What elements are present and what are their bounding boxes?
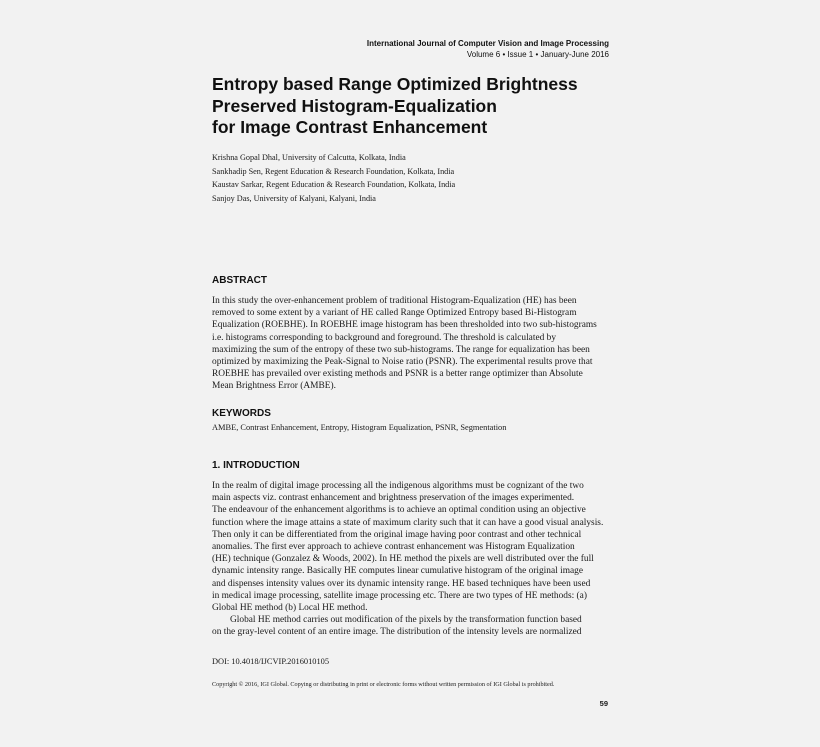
text-line: removed to some extent by a variant of HE called Range Optimized Entropy based Bi-Histogram xyxy=(212,308,577,319)
author: Sanjoy Das, University of Kalyani, Kalyani, India xyxy=(212,193,376,203)
text-line: function where the image attains a state of maximum clarity such that it can have a good visual analysis. xyxy=(212,517,604,528)
text-line: anomalies. The first ever approach to achieve contrast enhancement was Histogram Equalization xyxy=(212,542,575,553)
abstract-heading: ABSTRACT xyxy=(212,275,267,286)
text-line: (HE) technique (Gonzalez & Woods, 2002). In HE method the pixels are well distributed over the full xyxy=(212,554,594,565)
text-line: In the realm of digital image processing all the indigenous algorithms must be cognizant of the two xyxy=(212,481,584,491)
author: Sankhadip Sen, Regent Education & Research Foundation, Kolkata, India xyxy=(212,166,455,176)
author: Krishna Gopal Dhal, University of Calcutta, Kolkata, India xyxy=(212,153,406,162)
author-list xyxy=(212,151,455,205)
text-line: Mean Brightness Error (AMBE). xyxy=(212,381,336,392)
text-line: Then only it can be differentiated from the original image having poor contrast and other technical xyxy=(212,529,582,540)
text-line: maximizing the sum of the entropy of these two sub-histograms. The range for equalization has been xyxy=(212,344,590,355)
text-line: Global HE method carries out modification of the pixels by the transformation function based xyxy=(230,615,582,626)
introduction-heading: 1. INTRODUCTION xyxy=(212,460,300,471)
text-line: in medical image processing, satellite image processing etc. There are two types of HE methods: (a) xyxy=(212,590,587,601)
page-number: 59 xyxy=(599,699,608,708)
copyright-notice: Copyright © 2016, IGI Global. Copying or distributing in print or electronic forms without written permission of IGI Global is prohibited. xyxy=(212,681,555,688)
text-line: Global HE method (b) Local HE method. xyxy=(212,603,368,614)
text-line: The endeavour of the enhancement algorithms is to achieve an optimal condition using an objective xyxy=(212,505,586,516)
journal-name: International Journal of Computer Vision and Image Processing xyxy=(366,39,609,48)
text-line: i.e. histograms corresponding to background and foreground. The threshold is calculated by xyxy=(212,332,557,343)
introduction-text xyxy=(212,480,608,639)
journal-header xyxy=(367,38,609,60)
text-line: main aspects viz. contrast enhancement and brightness preservation of the images experimented. xyxy=(212,493,575,504)
paper-title xyxy=(212,74,632,139)
title-line: Entropy based Range Optimized Brightness xyxy=(212,74,578,94)
abstract-text xyxy=(212,295,608,393)
doi: DOI: 10.4018/IJCVIP.2016010105 xyxy=(212,657,330,666)
text-line: Equalization (ROEBHE). In ROEBHE image histogram has been thresholded into two sub-histograms xyxy=(212,320,597,331)
text-line: on the gray-level content of an entire image. The distribution of the intensity levels are normalized xyxy=(212,627,582,638)
author: Kaustav Sarkar, Regent Education & Research Foundation, Kolkata, India xyxy=(212,180,456,189)
text-line: In this study the over-enhancement problem of traditional Histogram-Equalization (HE) has been xyxy=(212,296,577,306)
journal-issue: Volume 6 • Issue 1 • January-June 2016 xyxy=(466,50,609,59)
text-line: optimized by maximizing the Peak-Signal to Noise ratio (PSNR). The experimental results prove that xyxy=(212,357,593,368)
text-line: ROEBHE has prevailed over existing methods and PSNR is a better range optimizer than Absolute xyxy=(212,369,583,380)
title-line: for Image Contrast Enhancement xyxy=(212,117,488,137)
keywords-heading: KEYWORDS xyxy=(212,408,271,419)
title-line: Preserved Histogram-Equalization xyxy=(212,95,497,116)
text-line: dynamic intensity range. Basically HE computes linear cumulative histogram of the original image xyxy=(212,566,583,577)
text-line: and dispenses intensity values over its dynamic intensity range. HE based techniques have been used xyxy=(212,578,591,589)
keywords-text: AMBE, Contrast Enhancement, Entropy, Histogram Equalization, PSNR, Segmentation xyxy=(212,423,507,432)
